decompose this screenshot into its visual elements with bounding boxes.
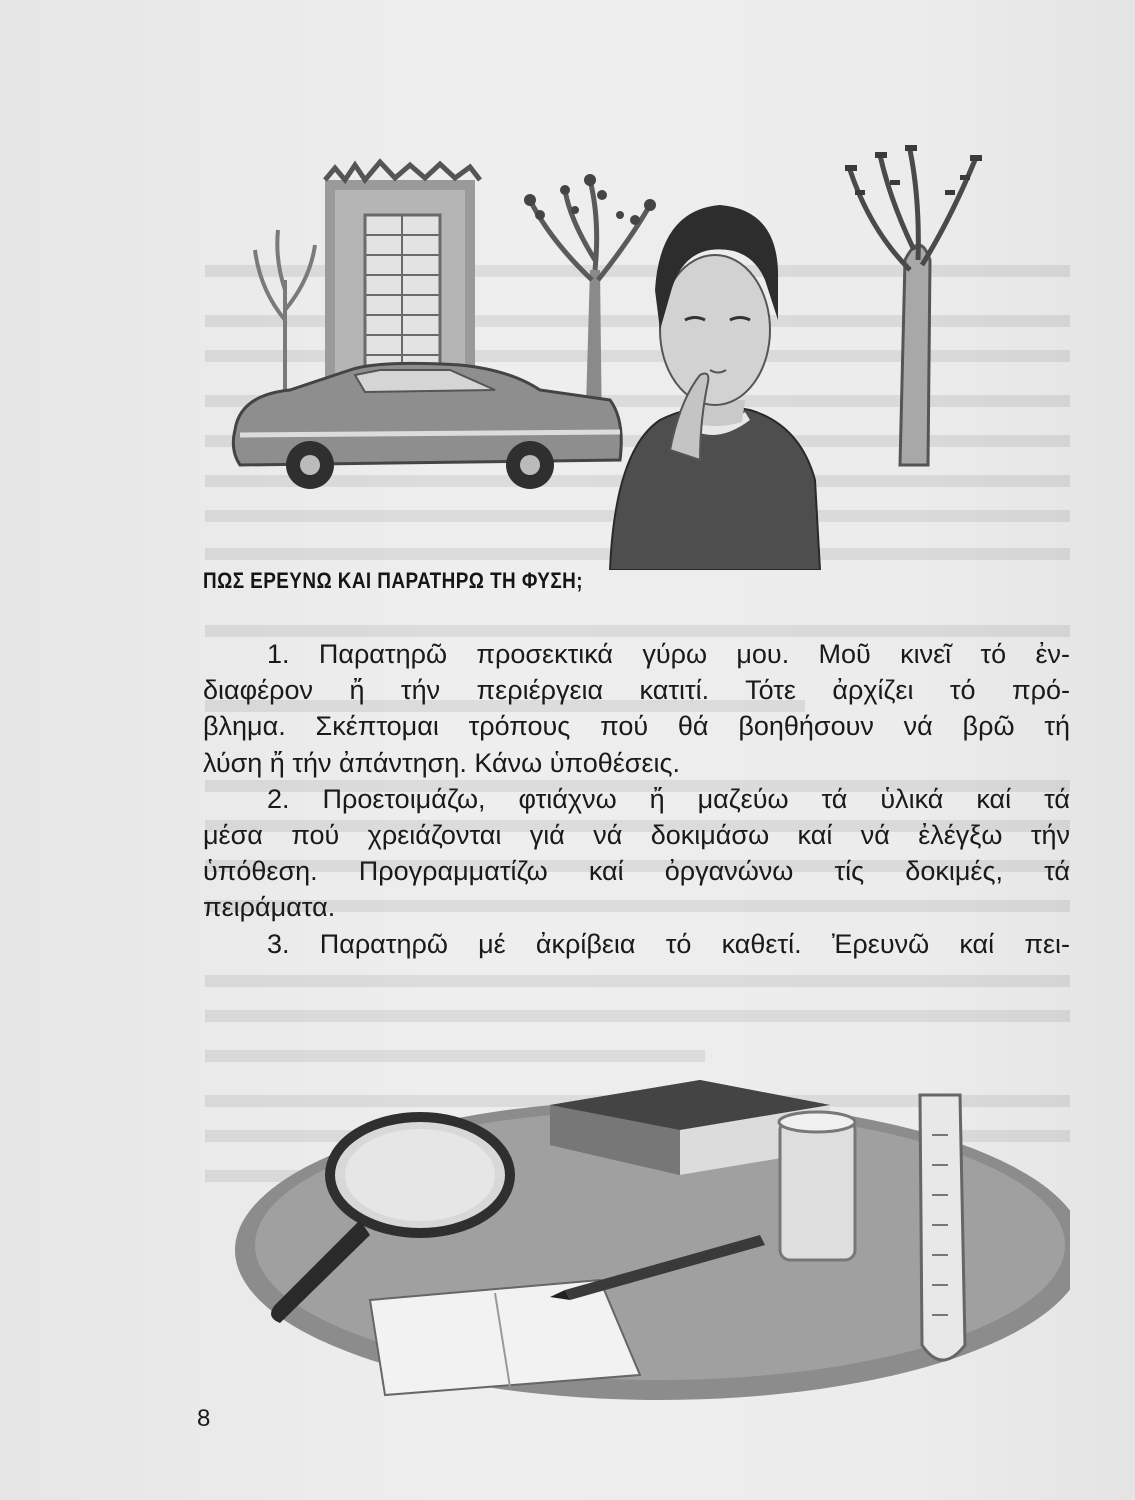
text-line: ὑπόθεση. Προγραμματίζω καί ὀργανώνω τίς δοκιμές, τά — [203, 856, 1070, 887]
text-line: διαφέρον ἤ τήν περιέργεια κατιτί. Τότε ἀρχίζει τό πρό- — [203, 675, 1070, 706]
text-line: 1. Παρατηρῶ προσεκτικά γύρω μου. Μοῦ κινεῖ τό ἐν- — [267, 639, 1070, 669]
notebook-illustration — [370, 1280, 640, 1395]
text-line: λύση ἤ τήν ἀπάντηση. Κάνω ὑποθέσεις. — [203, 747, 680, 778]
test-tube-illustration — [920, 1095, 965, 1360]
text-line: βλημα. Σκέπτομαι τρόπους πού θά βοηθήσουν νά βρῶ τή — [203, 711, 1070, 742]
section-heading: ΠΩΣ ΕΡΕΥΝΩ ΚΑΙ ΠΑΡΑΤΗΡΩ ΤΗ ΦΥΣΗ; — [203, 568, 583, 593]
text-line: πειράματα. — [203, 892, 336, 923]
body-text — [203, 636, 1070, 962]
text-line: 2. Προετοιμάζω, φτιάχνω ἤ μαζεύω τά ὑλικά καί τά — [267, 783, 1070, 814]
glass-illustration — [779, 1112, 855, 1260]
text-line: μέσα πού χρειάζονται γιά νά δοκιμάσω καί νά ἐλέγξω τήν — [203, 820, 1070, 851]
girl-thinking-illustration — [230, 120, 1090, 570]
page-number: 8 — [197, 1405, 211, 1432]
car-illustration — [233, 363, 621, 489]
girl-illustration — [610, 205, 820, 570]
text-line: 3. Παρατηρῶ μέ ἀκρίβεια τό καθετί. Ἐρευνῶ καί πει- — [267, 928, 1070, 959]
tree-right-illustration — [845, 145, 982, 465]
experiment-tools-illustration — [220, 1075, 1070, 1415]
